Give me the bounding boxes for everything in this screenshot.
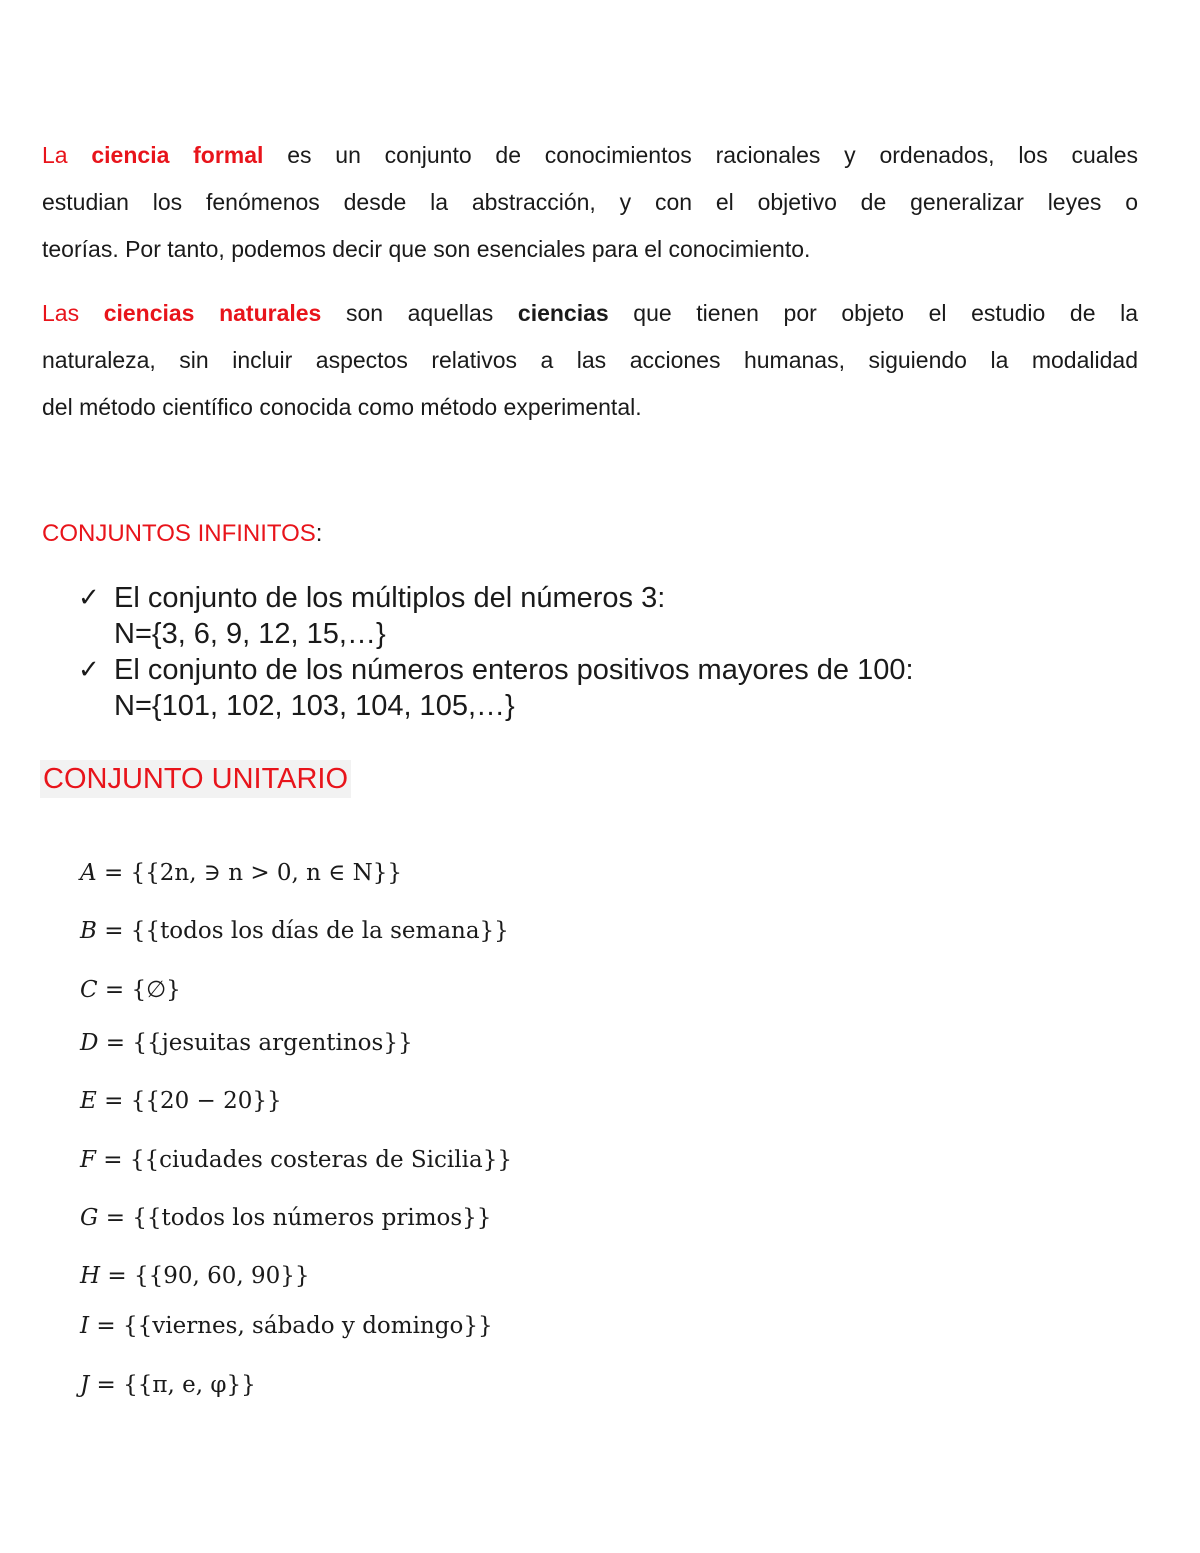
formula-expr: = {{ciudades costeras de Sicilia}} — [103, 1147, 512, 1173]
paragraph-line — [42, 290, 1138, 337]
item-set: N={3, 6, 9, 12, 15,…} — [114, 618, 386, 650]
formula-expr: = {{viernes, sábado y domingo}} — [96, 1313, 493, 1339]
paragraph-line: teorías. Por tanto, podemos decir que son esenciales para el conocimiento. — [42, 236, 811, 262]
formula-var: C — [80, 977, 98, 1003]
check-icon: ✓ — [78, 583, 100, 613]
heading-text: CONJUNTOS INFINITOS — [42, 520, 316, 547]
formula-expr: = {{todos los días de la semana}} — [104, 918, 509, 944]
red-prefix: Las — [42, 300, 104, 326]
paragraph-line: naturaleza, sin incluir aspectos relativos a las acciones humanas, siguiendo la modalidad — [42, 347, 1138, 373]
paragraph-line — [42, 132, 1138, 179]
formula-f — [80, 1147, 512, 1173]
formula-d — [80, 1030, 413, 1056]
formula-e — [80, 1088, 282, 1114]
heading-conjunto-unitario: CONJUNTO UNITARIO — [40, 760, 351, 798]
formula-i — [80, 1313, 493, 1339]
formula-j — [80, 1372, 256, 1398]
formula-h — [80, 1263, 310, 1289]
formula-b — [80, 918, 509, 944]
formula-expr: = {{90, 60, 90}} — [107, 1263, 310, 1289]
list-item — [78, 652, 914, 724]
list-item — [78, 580, 914, 652]
formula-expr: = {{2n, ∋ n > 0, n ∈ N}} — [103, 860, 403, 886]
paragraph-line: del método científico conocida como método experimental. — [42, 394, 642, 420]
formula-var: J — [80, 1372, 90, 1398]
item-label: El conjunto de los números enteros positivos mayores de 100: — [114, 654, 914, 686]
term-ciencias-naturales: ciencias naturales — [103, 300, 322, 326]
formula-var: H — [80, 1263, 101, 1289]
heading-colon: : — [315, 520, 323, 547]
formula-var: A — [80, 860, 97, 886]
heading-conjuntos-infinitos — [42, 514, 322, 554]
check-icon: ✓ — [78, 655, 100, 685]
formula-var: E — [80, 1088, 97, 1114]
term-ciencia-formal: ciencia formal — [91, 142, 264, 168]
paragraph-line: estudian los fenómenos desde la abstracción, y con el objetivo de generalizar leyes o — [42, 189, 1138, 215]
formula-c — [80, 977, 181, 1003]
formula-expr: = {{jesuitas argentinos}} — [105, 1030, 413, 1056]
formula-expr: = {{π, e, φ}} — [96, 1372, 256, 1398]
infinite-sets-list — [78, 580, 914, 724]
paragraph-ciencias-naturales — [42, 290, 1138, 431]
formula-var: F — [80, 1147, 96, 1173]
formula-var: I — [80, 1313, 90, 1339]
paragraph-text: que tienen por objeto el estudio de la — [608, 300, 1138, 326]
formula-expr: = {∅} — [104, 977, 181, 1003]
item-label: El conjunto de los múltiplos del números 3: — [114, 582, 666, 614]
formula-expr: = {{20 − 20}} — [104, 1088, 282, 1114]
paragraph-text: son aquellas — [321, 300, 518, 326]
formula-expr: = {{todos los números primos}} — [105, 1205, 492, 1231]
item-set: N={101, 102, 103, 104, 105,…} — [114, 690, 515, 722]
formula-g — [80, 1205, 491, 1231]
paragraph-text: es un conjunto de conocimientos racionales y ordenados, los cuales — [263, 142, 1138, 168]
formula-var: G — [80, 1205, 99, 1231]
formula-var: B — [80, 918, 97, 944]
red-prefix: La — [42, 142, 92, 168]
bold-word: ciencias — [517, 300, 609, 326]
paragraph-ciencia-formal — [42, 132, 1138, 273]
formula-a — [80, 860, 402, 886]
formula-var: D — [80, 1030, 99, 1056]
